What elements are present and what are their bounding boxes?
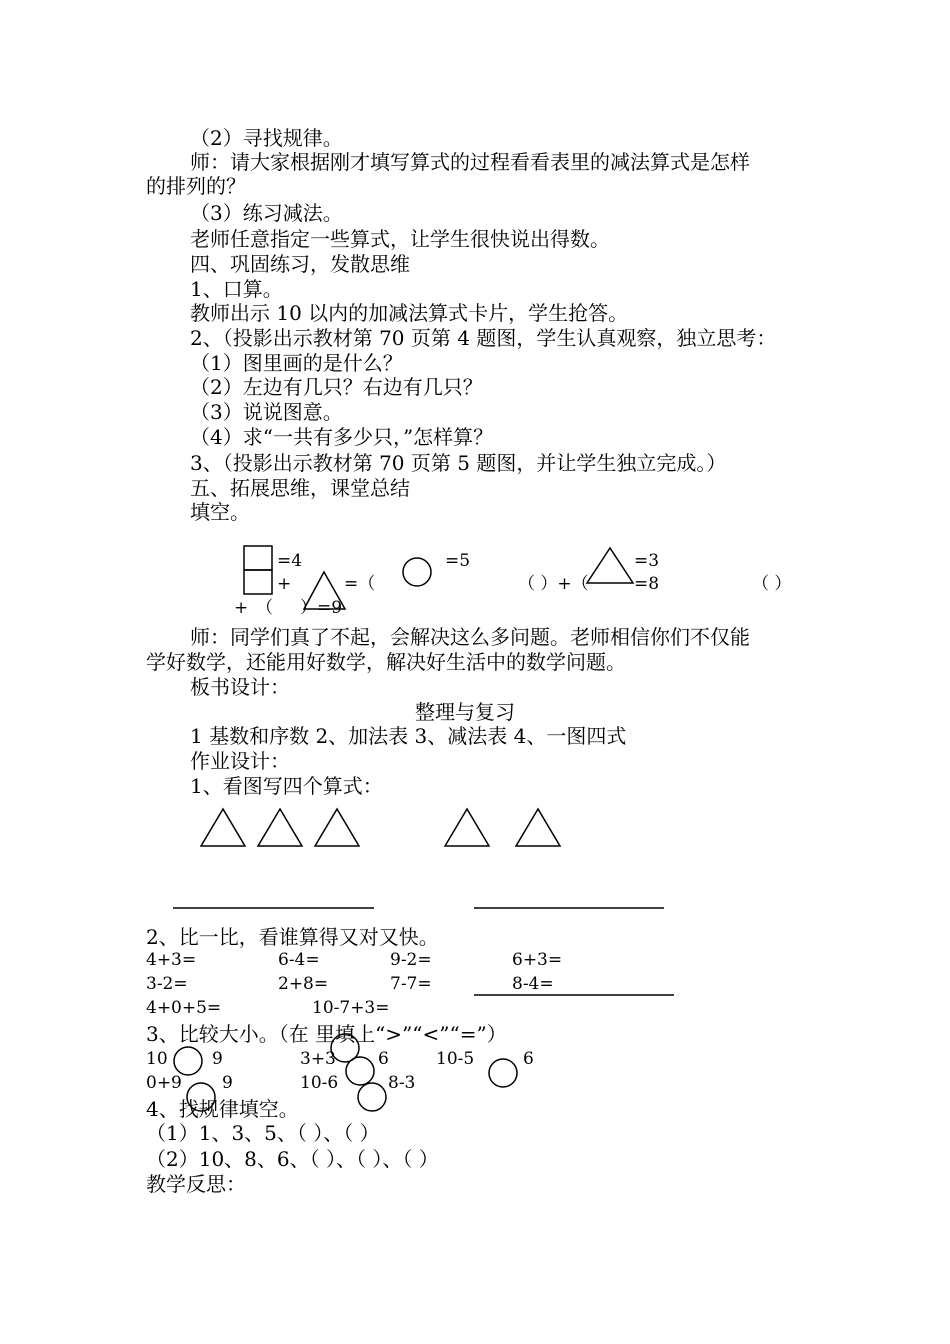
hw2-r2-c2: 2+8= (278, 974, 329, 994)
triangle-shape (516, 809, 560, 846)
hw2-r3-c1: 4+0+5= (146, 998, 222, 1018)
compare-circle (489, 1059, 517, 1087)
hw3-r1-c: 3+3 (300, 1049, 336, 1069)
item-1: 1、口算。 (190, 277, 283, 301)
hw2-r3-c2: 10-7+3= (312, 998, 390, 1018)
puzzle-paren-bottom: （ (256, 598, 273, 618)
board-title: 整理与复习 (415, 700, 515, 724)
praise-line-2: 学好数学，还能用好数学，解决好生活中的数学问题。 (146, 650, 626, 674)
board-design-label: 板书设计： (190, 675, 290, 699)
question-2: （2）左边有几只？右边有几只？ (190, 375, 483, 399)
item-1-desc: 教师出示 10 以内的加减法算式卡片，学生抢答。 (190, 301, 629, 325)
homework-1: 1、看图写四个算式： (190, 774, 383, 798)
puzzle-eq-5: =5 (445, 551, 471, 571)
compare-circle (346, 1057, 374, 1085)
square-shape (244, 570, 272, 594)
teacher-question-cont: 的排列的？ (146, 174, 246, 198)
fill-blank-label: 填空。 (190, 500, 250, 524)
hw3-r2-b: 9 (222, 1073, 233, 1093)
puzzle-paren-right: （ ） (752, 574, 792, 594)
puzzle-eq-9: ）=9 (300, 598, 343, 618)
puzzle-plus-2: + (234, 598, 249, 618)
hw3-r1-a: 10 (146, 1049, 168, 1069)
triangle-shape (587, 548, 633, 583)
triangle-shape (445, 809, 489, 846)
hw3-r1-b: 9 (212, 1049, 223, 1069)
homework-2-title: 2、比一比，看谁算得又对又快。 (146, 925, 439, 949)
section-5-heading: 五、拓展思维，课堂总结 (190, 476, 410, 500)
compare-circle (187, 1083, 215, 1111)
hw2-r1-c2: 6-4= (278, 950, 320, 970)
hw2-r2-c3: 7-7= (390, 974, 432, 994)
triangle-shape (201, 809, 245, 846)
hw3-r2-d: 8-3 (388, 1073, 416, 1093)
puzzle-eq-paren: =（ (344, 574, 376, 594)
find-pattern: （2）寻找规律。 (190, 126, 343, 150)
praise-line-1: 师：同学们真了不起，会解决这么多问题。老师相信你们不仅能 (190, 625, 750, 649)
hw3-r2-a: 0+9 (146, 1073, 182, 1093)
compare-circle (174, 1047, 202, 1075)
puzzle-plus-1: + (277, 574, 292, 594)
homework-4-title: 4、找规律填空。 (146, 1097, 299, 1121)
homework-label: 作业设计： (190, 749, 290, 773)
item-2: 2、（投影出示教材第 70 页第 4 题图，学生认真观察，独立思考： (190, 326, 777, 350)
hw2-r2-c4: 8-4= (512, 974, 554, 994)
puzzle-eq-8: =8 (634, 574, 660, 594)
square-shape (244, 546, 272, 570)
question-1: （1）图里画的是什么？ (190, 351, 403, 375)
hw4-sequence-1: （1）1、3、5、（ ）、（ ） (146, 1121, 380, 1145)
hw3-r2-c: 10-6 (300, 1073, 339, 1093)
puzzle-eq-3: =3 (634, 551, 660, 571)
hw3-r1-d: 6 (378, 1049, 389, 1069)
hw2-r1-c4: 6+3= (512, 950, 563, 970)
puzzle-paren-plus: （ ）+（ (518, 574, 589, 594)
hw2-r2-c1: 3-2= (146, 974, 188, 994)
practice-sub: （3）练习减法。 (190, 201, 343, 225)
homework-3-title: 3、比较大小。（在 里填上“>”“<”“=”） (146, 1022, 507, 1046)
hw3-r1-f: 6 (523, 1049, 534, 1069)
board-items: 1 基数和序数 2、加法表 3、减法表 4、一图四式 (190, 724, 627, 748)
hw2-r1-c1: 4+3= (146, 950, 197, 970)
triangle-shape (304, 572, 345, 609)
triangle-shape (315, 809, 359, 846)
teacher-question: 师：请大家根据刚才填写算式的过程看看表里的减法算式是怎样 (190, 150, 750, 174)
item-3: 3、（投影出示教材第 70 页第 5 题图，并让学生独立完成。） (190, 451, 727, 475)
hw4-sequence-2: （2）10、8、6、（ ）、（ ）、（ ） (146, 1147, 439, 1171)
hw2-r1-c3: 9-2= (390, 950, 432, 970)
puzzle-eq-4: =4 (277, 551, 303, 571)
question-4: （4）求“一共有多少只，”怎样算？ (190, 425, 494, 449)
section-4-heading: 四、巩固练习，发散思维 (190, 252, 410, 276)
compare-circle (358, 1083, 386, 1111)
teacher-pick: 老师任意指定一些算式，让学生很快说出得数。 (190, 227, 610, 251)
question-3: （3）说说图意。 (190, 400, 343, 424)
circle-shape (403, 558, 431, 586)
hw3-r1-e: 10-5 (436, 1049, 475, 1069)
teaching-reflection-label: 教学反思： (146, 1172, 246, 1196)
triangle-shape (258, 809, 302, 846)
